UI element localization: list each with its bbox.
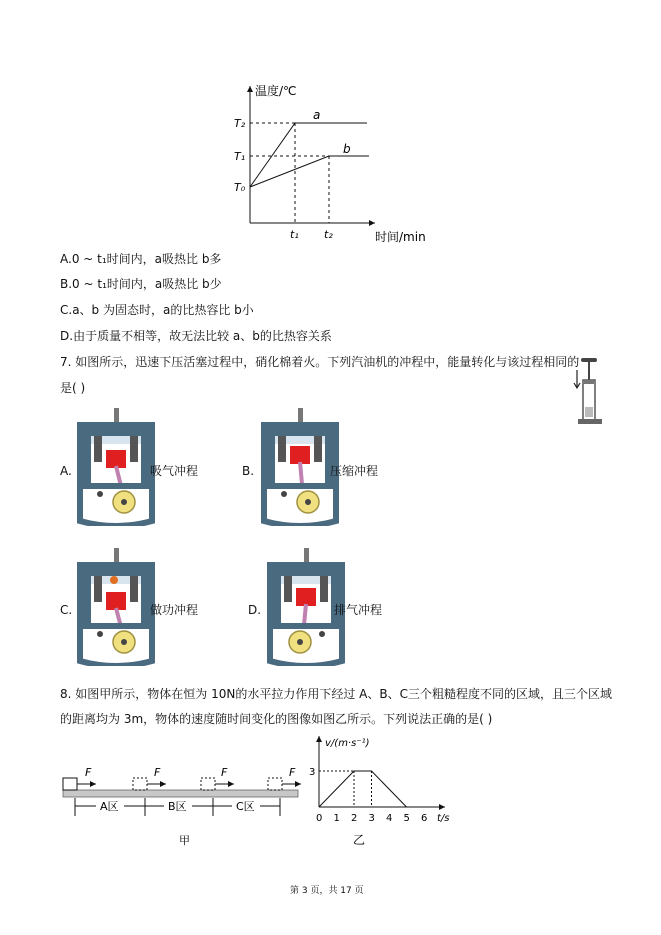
y-tick-t2: T₂ (234, 117, 246, 130)
temperature-time-graph (225, 78, 440, 246)
q7-option-c-text: 做功冲程 (150, 603, 199, 617)
vt-x-label: t/s (437, 813, 450, 824)
q7-option-c: C. (60, 603, 73, 617)
force-label: F (221, 766, 228, 779)
vt-series-line (319, 771, 407, 807)
engine-intake-stroke (72, 406, 160, 526)
q6-option-a: A.0 ~ t₁时间内，a吸热比 b多 (60, 252, 222, 266)
line-b (250, 156, 369, 187)
engine-power-stroke (72, 546, 160, 666)
zone-c-label: C区 (236, 800, 255, 813)
q6-option-c: C.a、b 为固态时，a的比热容比 b小 (60, 303, 254, 317)
vt-y-label: v/(m·s⁻¹) (325, 738, 370, 749)
x-tick-t1: t₁ (290, 228, 299, 241)
q7-option-b-text: 压缩冲程 (330, 464, 379, 478)
q8-vt-chart (305, 732, 455, 850)
vt-x-tick: 1 (333, 813, 340, 824)
q7-option-a: A. (60, 464, 72, 478)
q6-option-d: D.由于质量不相等，故无法比较 a、b的比热容关系 (60, 329, 332, 343)
block (63, 778, 77, 790)
vt-y-tick: 3 (309, 767, 316, 778)
q8-stem-line2: 的距离均为 3m，物体的速度随时间变化的图像如图乙所示。下列说法正确的是( ) (60, 712, 493, 726)
vt-x-tick: 0 (316, 813, 323, 824)
q7-option-d: D. (248, 603, 262, 617)
q8-figure-jia (58, 760, 308, 850)
zone-a-label: A区 (100, 800, 119, 813)
q7-option-b: B. (242, 464, 255, 478)
q7-option-d-text: 排气冲程 (334, 603, 383, 617)
vt-x-tick: 4 (386, 813, 393, 824)
q8-stem-line1: 8. 如图甲所示，物体在恒为 10N的水平拉力作用下经过 A、B、C三个粗糙程度不同的区域，且三个区域 (60, 687, 612, 701)
vt-x-tick: 6 (421, 813, 428, 824)
fig-yi-caption: 乙 (353, 833, 366, 847)
page-footer: 第 3 页，共 17 页 (290, 886, 364, 896)
fig-jia-caption: 甲 (179, 834, 190, 847)
y-tick-t1: T₁ (234, 150, 246, 163)
vt-x-tick: 5 (403, 813, 410, 824)
q7-stem-line2: 是( ) (60, 381, 86, 395)
vt-x-tick: 3 (368, 813, 375, 824)
x-axis-label: 时间/min (375, 230, 426, 244)
y-tick-t0: T₀ (234, 181, 246, 194)
vt-x-tick: 2 (351, 813, 358, 824)
y-axis-label: 温度/℃ (255, 84, 297, 98)
force-label: F (85, 766, 92, 779)
line-a-label: a (313, 108, 321, 122)
x-tick-t2: t₂ (324, 228, 333, 241)
force-label: F (154, 766, 161, 779)
vt-dynamic-layer (309, 767, 427, 824)
q7-option-a-text: 吸气冲程 (150, 464, 199, 478)
line-b-label: b (343, 142, 351, 156)
q6-option-b: B.0 ~ t₁时间内，a吸热比 b少 (60, 277, 222, 291)
q7-stem-line1: 7. 如图所示，迅速下压活塞过程中，硝化棉着火。下列汽油机的冲程中，能量转化与该过程相同的 (60, 355, 580, 369)
zone-b-label: B区 (168, 800, 187, 813)
syringe-illustration (570, 355, 610, 430)
force-label: F (289, 766, 296, 779)
